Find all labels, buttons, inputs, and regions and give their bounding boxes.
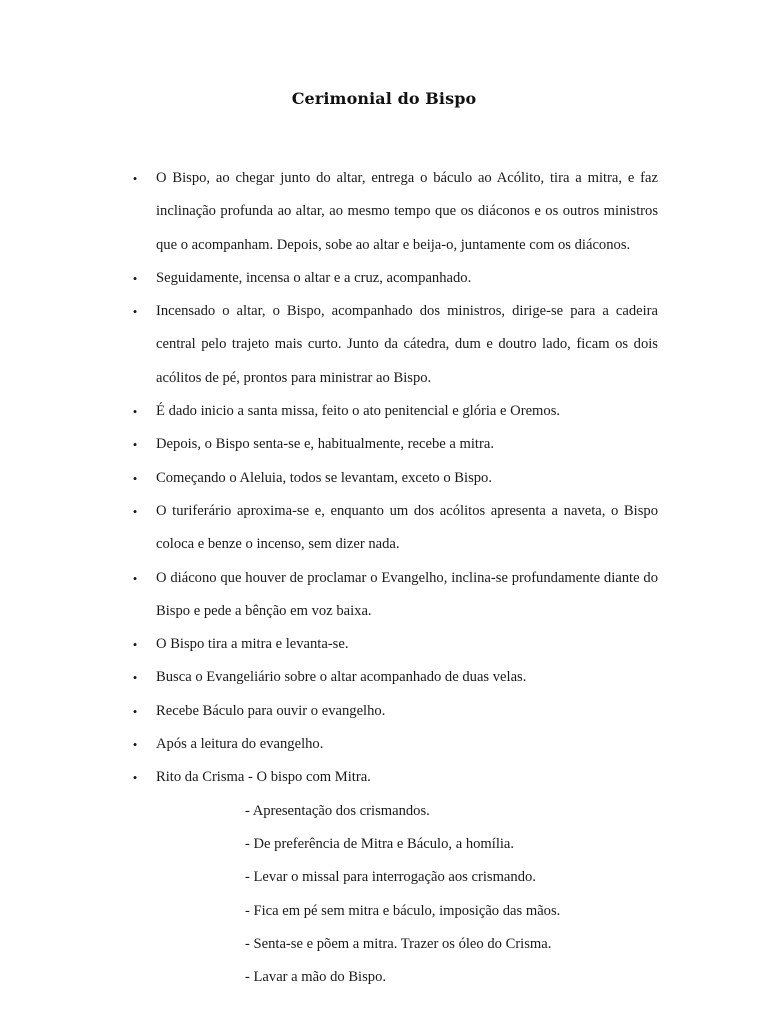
list-item-text: Incensado o altar, o Bispo, acompanhado dos ministros, dirige-se para a cadeira central pelo trajeto mais curto. Junto da cátedra, dum e doutro lado, ficam os dois acólitos de pé, prontos para ministrar ao Bispo. xyxy=(156,303,658,386)
list-item xyxy=(0,661,768,694)
sub-item: - Levar o missal para interrogação aos crismando. xyxy=(245,869,536,886)
bullet-icon: • xyxy=(132,703,138,719)
list-item-text: Depois, o Bispo senta-se e, habitualmente, recebe a mitra. xyxy=(156,436,494,453)
list-item xyxy=(0,295,768,395)
list-item-text: Recebe Báculo para ouvir o evangelho. xyxy=(156,702,386,719)
bullet-icon: • xyxy=(132,437,138,453)
list-item xyxy=(0,162,768,262)
list-item-text: O turiferário aproxima-se e, enquanto um dos acólitos apresenta a naveta, o Bispo coloca e benze o incenso, sem dizer nada. xyxy=(156,502,658,553)
bullet-icon: • xyxy=(132,570,138,586)
list-item-text: Seguidamente, incensa o altar e a cruz, acompanhado. xyxy=(156,269,472,286)
sub-item: - Fica em pé sem mitra e báculo, imposição das mãos. xyxy=(245,902,561,919)
list-item xyxy=(0,262,768,295)
list-item xyxy=(0,428,768,461)
bullet-icon: • xyxy=(132,670,138,686)
bullet-icon: • xyxy=(132,503,138,519)
bullet-icon: • xyxy=(132,470,138,486)
list-item-text: O diácono que houver de proclamar o Evangelho, inclina-se profundamente diante do Bispo e pede a bênção em voz baixa. xyxy=(156,569,658,619)
list-item xyxy=(0,462,768,495)
sub-item: - Lavar a mão do Bispo. xyxy=(245,969,387,986)
list-item-text: É dado inicio a santa missa, feito o ato penitencial e glória e Oremos. xyxy=(156,403,561,420)
list-item-text: Após a leitura do evangelho. xyxy=(156,736,324,753)
sub-item: - Apresentação dos crismandos. xyxy=(245,802,430,819)
list-item-text: Começando o Aleluia, todos se levantam, exceto o Bispo. xyxy=(156,469,492,486)
bullet-icon: • xyxy=(132,770,138,786)
list-item xyxy=(0,761,768,794)
sub-item: - De preferência de Mitra e Báculo, a homília. xyxy=(245,835,515,852)
list-item xyxy=(0,495,768,562)
bullet-icon: • xyxy=(132,737,138,753)
list-item xyxy=(0,395,768,428)
list-item xyxy=(0,695,768,728)
bullet-icon: • xyxy=(132,270,138,286)
list-item-text: Busca o Evangeliário sobre o altar acompanhado de duas velas. xyxy=(156,669,527,686)
bullet-icon: • xyxy=(132,304,138,320)
list-item-text: O Bispo tira a mitra e levanta-se. xyxy=(156,636,349,653)
list-item xyxy=(0,562,768,629)
list-item xyxy=(0,728,768,761)
bullet-icon: • xyxy=(132,637,138,653)
sub-item: - Senta-se e põem a mitra. Trazer os óleo do Crisma. xyxy=(245,935,552,952)
bullet-icon: • xyxy=(132,404,138,420)
document-title: Cerimonial do Bispo xyxy=(291,89,477,108)
bullet-icon: • xyxy=(132,171,138,186)
ceremony-list xyxy=(0,162,768,994)
list-item-text: Rito da Crisma - O bispo com Mitra. xyxy=(156,769,371,786)
list-item xyxy=(0,628,768,661)
list-item-text: O Bispo, ao chegar junto do altar, entrega o báculo ao Acólito, tira a mitra, e faz inclinação profunda ao altar, ao mesmo tempo que os diáconos e os outros ministros que o acompanham. Depois, sobe ao altar e beija-o, juntamente com os diáconos. xyxy=(156,170,658,253)
